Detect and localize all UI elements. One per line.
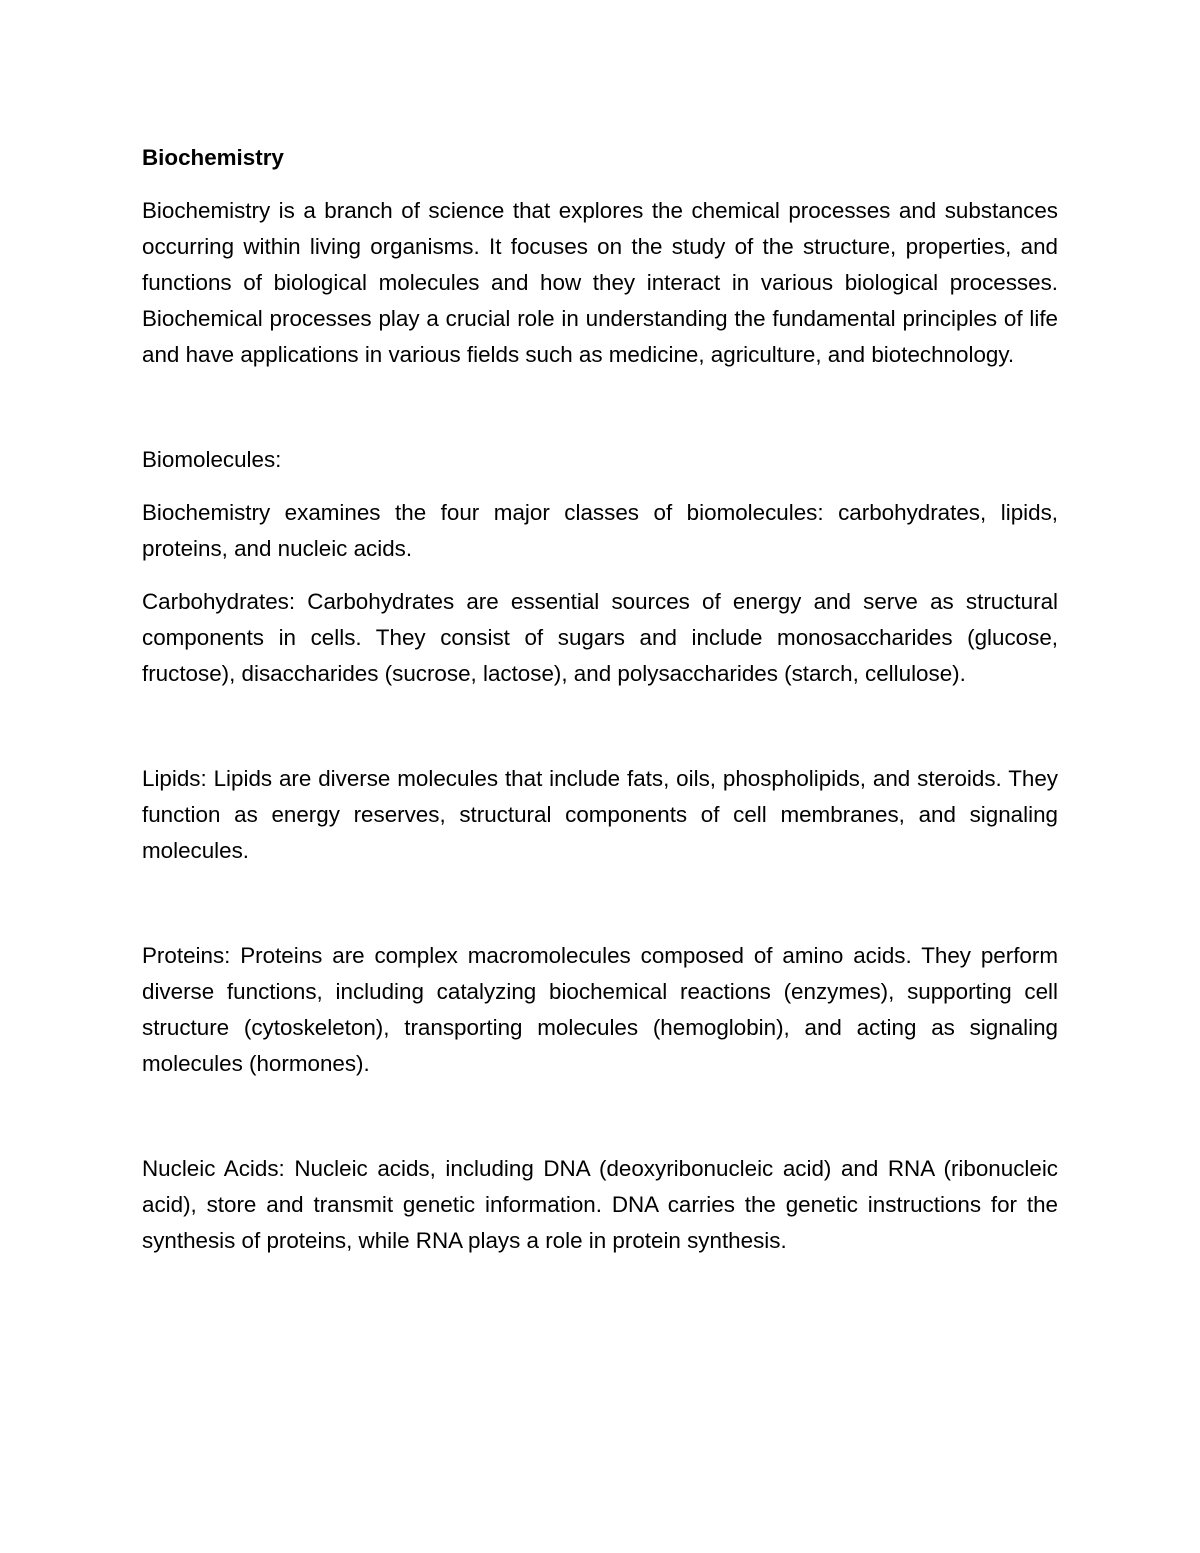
spacer — [142, 869, 1058, 921]
spacer — [142, 692, 1058, 744]
intro-paragraph: Biochemistry is a branch of science that explores the chemical processes and substances occurring within living organisms. It focuses on the study of the structure, properties, and functions of biological molecules and how they interact in various biological processes. Biochemical processes play a crucial role in understanding the fundamental principles of life and have applications in various fields such as medicine, agriculture, and biotechnology. — [142, 198, 1058, 367]
document-title: Biochemistry — [142, 145, 284, 170]
proteins-paragraph: Proteins: Proteins are complex macromolecules composed of amino acids. They perform diverse functions, including catalyzing biochemical reactions (enzymes), supporting cell structure (cytoskeleton), transporting molecules (hemoglobin), and acting as signaling molecules (hormones). — [142, 943, 1058, 1076]
spacer — [142, 1134, 1058, 1151]
nucleic-acids-paragraph: Nucleic Acids: Nucleic acids, including DNA (deoxyribonucleic acid) and RNA (ribonucleic acid), store and transmit genetic information. DNA carries the genetic instructions for the synthesis of proteins, while RNA plays a role in protein synthesis. — [142, 1156, 1058, 1253]
document-page — [142, 140, 1058, 1259]
spacer — [142, 1082, 1058, 1134]
spacer — [142, 478, 1058, 495]
spacer — [142, 425, 1058, 442]
spacer — [142, 373, 1058, 425]
spacer — [142, 744, 1058, 761]
spacer — [142, 921, 1058, 938]
spacer — [142, 567, 1058, 584]
carbohydrates-paragraph: Carbohydrates: Carbohydrates are essential sources of energy and serve as structural components in cells. They consist of sugars and include monosaccharides (glucose, fructose), disaccharides (sucrose, lactose), and polysaccharides (starch, cellulose). — [142, 589, 1058, 686]
section-heading-biomolecules: Biomolecules: — [142, 447, 282, 472]
spacer — [142, 176, 1058, 193]
biomolecules-intro-paragraph: Biochemistry examines the four major classes of biomolecules: carbohydrates, lipids, proteins, and nucleic acids. — [142, 500, 1058, 561]
lipids-paragraph: Lipids: Lipids are diverse molecules that include fats, oils, phospholipids, and steroids. They function as energy reserves, structural components of cell membranes, and signaling molecules. — [142, 766, 1058, 863]
